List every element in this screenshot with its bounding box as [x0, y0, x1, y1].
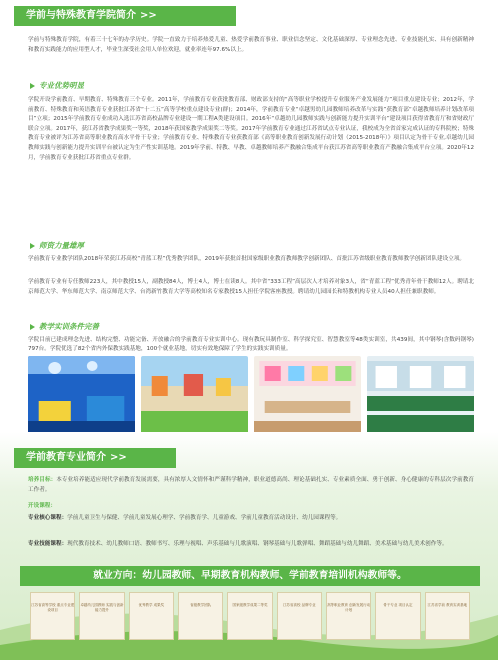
career-direction-banner: 就业方向：幼儿园教师、早期教育机构教师、学前教育培训机构教师等。	[20, 566, 480, 586]
course-label: 开设课程：	[28, 503, 56, 509]
certificate: 骨干专业 项目认定	[375, 592, 420, 640]
faculty-text-2: 学前教育专业有专任教师223人，其中教授15人，副教授84人，博士4人，博士在读8人。其中省“333工程”高层次人才培养对象3人，省“青蓝工程”优秀青年骨干教师12人。聘请北京师范大学、华东师范大学、南京师范大学、台湾新竹教育大学等高校知名专家教授15人担任学院客座教授。聘请幼儿园园长和特教机构专业人员40人担任兼职教师。	[28, 279, 474, 295]
course-label-row	[28, 502, 474, 512]
certificate: 江苏省高等学校 重点专业建设项目	[30, 592, 75, 640]
bullet-icon	[30, 324, 35, 330]
section-title: 学前教育专业简介	[26, 452, 106, 463]
skill-content: 现代教育技术、幼儿教师口语、教师书写、乐理与视唱、声乐基础与儿歌演唱、钢琴基础与儿歌弹唱、舞蹈基础与幼儿舞蹈、美术基础与幼儿美术创作等。	[67, 541, 448, 547]
goal-text	[28, 476, 474, 495]
college-intro: 学前与特殊教育学院，有着三十七年的办学历史。学院一直致力于培养热爱儿童、热爱学前教育事业、职业信念坚定、文化基础深厚、专业理念先进、专业技能扎实、具有创新精神和教育实践能力的应用型人才，毕业生深受社会用人单位欢迎，就业率连年97.6%以上。	[28, 37, 474, 53]
feature-title: 专业优势明显	[39, 81, 84, 90]
photo-art-classroom	[254, 356, 361, 436]
core-content: 学前儿童卫生与保健、学前儿童发展心理学、学前教育学、儿童游戏、学前儿童教育活动设计、幼儿园课程等。	[67, 515, 342, 521]
skill-course-text	[28, 540, 474, 550]
certificate: 国家级教学成果二等奖	[227, 592, 272, 640]
section-banner-college	[14, 6, 236, 26]
photo-outdoor-campus	[141, 356, 248, 436]
core-course-text	[28, 514, 474, 524]
training-heading	[30, 321, 99, 332]
bullet-icon	[30, 83, 35, 89]
faculty-title: 师资力量雄厚	[39, 241, 84, 250]
training-text: 学院目前已建成理念先进、结构完整、功能完备、开放融合的学前教育专业实训中心。现有教玩具制作室、科学探究室、智慧教室等48类实训室，共439间，其中钢琴(含数码钢琴) 797台。学院优选了82个省内外保教实践基地，100个就业基地，切实有效地保障了学生的实践实训质量。	[28, 337, 474, 352]
certificate-row	[30, 592, 470, 640]
core-label: 专业核心课程：	[28, 515, 68, 521]
training-photos	[28, 356, 474, 436]
arrow-icon: >>	[140, 10, 157, 21]
faculty-heading	[30, 240, 84, 251]
certificate: 省级教学团队	[178, 592, 223, 640]
feature-heading	[30, 80, 84, 91]
training-title: 教学实训条件完善	[39, 322, 99, 331]
goal-label: 培养目标：	[28, 477, 57, 483]
skill-label: 专业技能课程：	[28, 541, 68, 547]
faculty-text-1: 学前教育专业教学团队2018年荣获江苏高校“青蓝工程”优秀教学团队，2019年获批首批国家级职业教育教师教学创新团队、首批江苏省级职业教育教师教学创新团队建设立项。	[28, 256, 466, 262]
feature-text: 学院开设学前教育、早期教育、特殊教育三个专业。2011年，学前教育专业获批教育部、财政部支持的“高等职业学校提升专业服务产业发展能力”项目重点建设专业；2012年，学前教育、特殊教育和英语教育专业获批江苏省“十二五”高等学校重点建设专业(群)；2014年，学前教育专业“卓越男幼儿园教师培养改革与实践”获教育部“卓越教师培养计划改革项目”立项；2015年学前教育专业成功入选江苏省高校品牌专业建设一期工程A类建设项目。2016年“卓越幼儿园教师实践与创新能力提升实训平台”建设项目获得省教育厅和省财政厅联合立项。2017年，获江苏省教学成果奖一等奖，2018年获国家教学成果奖二等奖。2017年学前教育专业通过江苏省试点专业认证，我校成为全省首家完成认证的专科院校；特殊教育专业被评为江苏省高等职业教育高水平骨干专业；学前教育专业、特殊教育专业获教育部《高等职业教育创新发展行动计划（2015-2018年）》项目认定为骨干专业,卓越幼儿园教师实践与创新能力提升实训平台被认定为生产性实训基地。2019年学前、特教、早教、卓越教师培养产教融合集成平台获江苏省高等职业教育产教融合集成平台立项。2020年12月，学前教育专业获批江苏省重点专业群。	[28, 97, 474, 161]
certificate: 高等职业教育 创新发展行动计划	[326, 592, 371, 640]
certificate: 江苏省高校 品牌专业	[277, 592, 322, 640]
certificate: 江苏省学前 教育实训基地	[425, 592, 470, 640]
section-banner-major	[14, 448, 176, 468]
arrow-icon: >>	[110, 452, 127, 463]
certificate: 优秀教学 成果奖	[129, 592, 174, 640]
bullet-icon	[30, 243, 35, 249]
section-title: 学前与特殊教育学院简介	[26, 10, 136, 21]
photo-interior-lab	[28, 356, 135, 436]
photo-dance-studio	[367, 356, 474, 436]
certificate: 卓越幼儿园教师 实践与创新能力提升	[79, 592, 124, 640]
goal-content: 本专业培养能适应现代学前教育发展需要，具有浓厚人文情怀和严谨科学精神，职业道德高尚、理论基础扎实、专业素质全面、勇于创新、身心健康的专科层次学前教育工作者。	[28, 477, 474, 493]
